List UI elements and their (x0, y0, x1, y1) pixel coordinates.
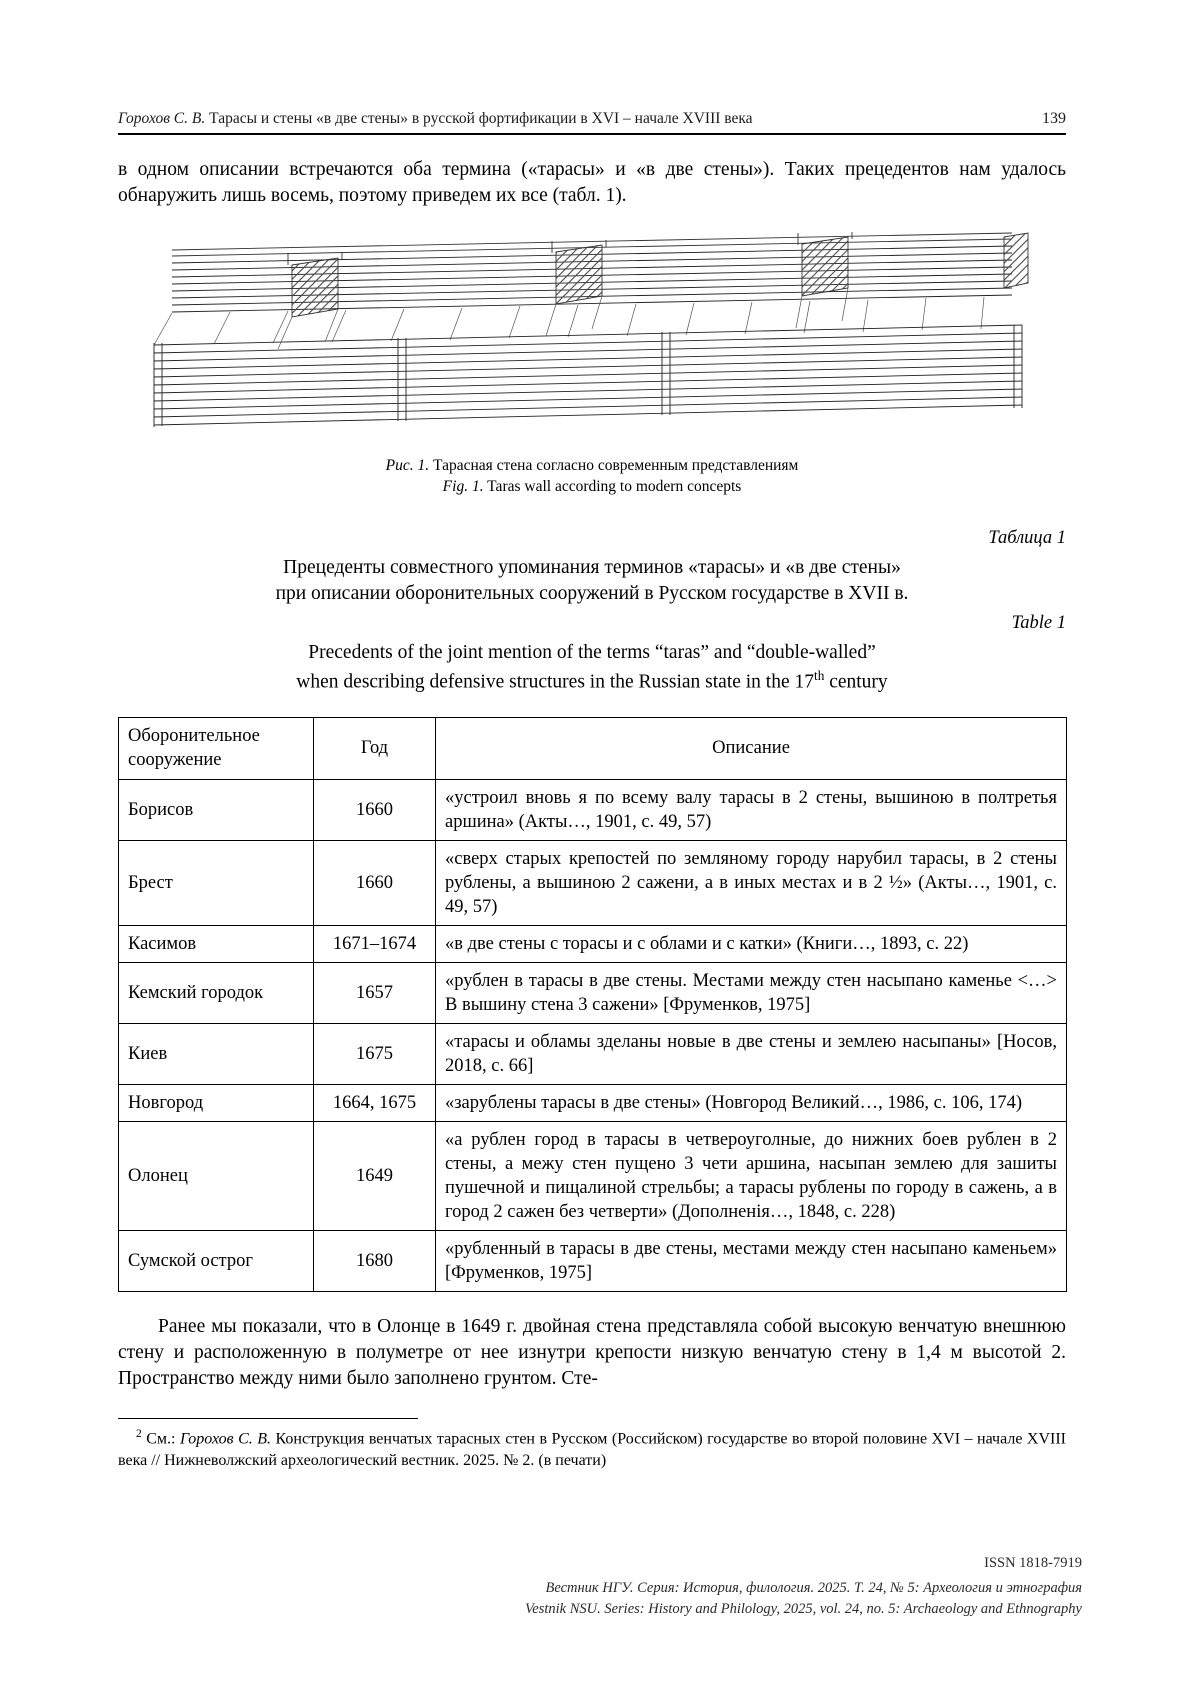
footnote-text-after: Конструкция венчатых тарасных стен в Русском (Российском) государстве во второй половине XVI – начале XVIII века // Нижневолжский археологический вестник. 2025. № 2. (в печати) (118, 1430, 1067, 1470)
page-number: 139 (1042, 110, 1066, 127)
figure-1 (118, 225, 1066, 498)
cell-year: 1664, 1675 (314, 1085, 436, 1122)
cell-year: 1660 (314, 779, 436, 840)
footnote-indent (118, 1430, 136, 1447)
cell-description: «тарасы и обламы зделаны новые в две стены и землею насыпаны» [Носов, 2018, с. 66] (436, 1023, 1067, 1084)
table-row (119, 779, 1067, 840)
running-head-title-rest: Тарасы и стены «в две стены» в русской фортификации в XVI – начале XVIII века (205, 110, 753, 127)
intro-paragraph: в одном описании встречаются оба термина («тарасы» и «в две стены»). Таких прецедентов нам удалось обнаружить лишь восемь, поэтому приведем их все (табл. 1). (118, 159, 1066, 206)
table-row (119, 1085, 1067, 1122)
cell-structure: Олонец (119, 1122, 314, 1231)
taras-wall-drawing (142, 225, 1042, 440)
journal-line-ru: Вестник НГУ. Серия: История, филология. 2025. Т. 24, № 5: Археология и этнография (545, 1580, 1082, 1597)
cell-structure: Кемский городок (119, 962, 314, 1023)
cell-description: «рубленный в тарасы в две стены, местами между стен насыпано каменьем» [Фруменков, 1975] (436, 1231, 1067, 1292)
figure-1-caption (118, 456, 1066, 498)
cell-structure: Киев (119, 1023, 314, 1084)
cell-structure: Борисов (119, 779, 314, 840)
table-title-en-line2-a: when describing defensive structures in the Russian state in the 17 (296, 671, 815, 693)
cell-description: «в две стены с торасы и с облами и с катки» (Книги…, 1893, с. 22) (436, 925, 1067, 962)
table-row (119, 962, 1067, 1023)
figure-1-label-en: Fig. 1. (442, 477, 484, 495)
figure-1-text-ru: Тарасная стена согласно современным представлениям (429, 456, 799, 474)
footnote-text-before: См.: (141, 1430, 181, 1448)
column-header-description: Описание (436, 718, 1067, 779)
cell-year: 1657 (314, 962, 436, 1023)
running-head-author: Горохов С. В. (118, 110, 206, 127)
footnote-author: Горохов С. В. (180, 1430, 272, 1448)
cell-description: «а рублен город в тарасы в четвероуголные, до нижних боев рублен в 2 стены, а межу стен пущено 3 чети аршина, насыпан землею для зашиты пушечной и пищалиной стрельбы; а тарасы рублены по городу в сажень, а в город 2 сажен без четверти» (Дополненія…, 1848, с. 228) (436, 1122, 1067, 1231)
table-row (119, 1231, 1067, 1292)
column-header-structure: Оборонительное сооружение (119, 718, 314, 779)
cell-year: 1660 (314, 840, 436, 925)
journal-line-en: Vestnik NSU. Series: History and Philology, 2025, vol. 24, no. 5: Archaeology and Ethnography (525, 1600, 1082, 1617)
figure-1-label-ru: Рис. 1. (385, 456, 430, 474)
cell-structure: Сумской острог (119, 1231, 314, 1292)
cell-year: 1680 (314, 1231, 436, 1292)
column-header-year: Год (314, 718, 436, 779)
issn: ISSN 1818-7919 (984, 1555, 1082, 1572)
table-title-en-line2-b: century (824, 671, 888, 693)
table-number-en: Table 1 (1011, 613, 1066, 634)
table-title-ru-line1: Прецеденты совместного упоминания терминов «тарасы» и «в две стены» (283, 556, 901, 578)
table-title-en-ordinal: th (814, 667, 825, 683)
footnote-divider (118, 1418, 418, 1419)
table-row (119, 1023, 1067, 1084)
table-title-ru-line2: при описании оборонительных сооружений в Русском государстве в XVII в. (275, 583, 909, 604)
after-table-paragraph: Ранее мы показали, что в Олонце в 1649 г. двойная стена представляла собой высокую венчатую внешнюю стену и расположенную в полуметре от нее изнутри крепости низкую венчатую стену в 1,4 м высотой 2. Пространство между ними было заполнено грунтом. Сте- (118, 1316, 1066, 1390)
table-number-ru: Таблица 1 (988, 527, 1066, 548)
table-row (119, 1122, 1067, 1231)
cell-description: «устроил вновь я по всему валу тарасы в 2 стены, вышиною в полтретья аршина» (Акты…, 1901, с. 49, 57) (436, 779, 1067, 840)
table-title-en-line1: Precedents of the joint mention of the terms “taras” and “double-walled” (308, 642, 876, 664)
table-row (119, 925, 1067, 962)
cell-year: 1675 (314, 1023, 436, 1084)
cell-year: 1649 (314, 1122, 436, 1231)
figure-1-text-en: Taras wall according to modern concepts (483, 477, 742, 495)
table-header-row (119, 718, 1067, 779)
page-footer (118, 1555, 1082, 1619)
precedents-table (118, 717, 1067, 1292)
footnote-marker: 2 (136, 1428, 142, 1441)
figure-1-image (142, 225, 1042, 440)
cell-structure: Брест (119, 840, 314, 925)
table-title-en-line2 (118, 667, 1066, 696)
table-title-ru (118, 555, 1066, 608)
running-head (118, 110, 1066, 135)
cell-year: 1671–1674 (314, 925, 436, 962)
footnote (118, 1427, 1066, 1472)
cell-structure: Новгород (119, 1085, 314, 1122)
table-title-en (118, 640, 1066, 695)
cell-description: «рублен в тарасы в две стены. Местами между стен насыпано каменье <…> В вышину стена 3 сажени» [Фруменков, 1975] (436, 962, 1067, 1023)
table-row (119, 840, 1067, 925)
cell-description: «сверх старых крепостей по земляному городу нарубил тарасы, в 2 стены рублены, а вышиною 2 сажени, а в иных местах и в 2 ½» (Акты…, 1901, с. 49, 57) (436, 840, 1067, 925)
page-content (118, 110, 1066, 1472)
cell-structure: Касимов (119, 925, 314, 962)
cell-description: «зарублены тарасы в две стены» (Новгород Великий…, 1986, с. 106, 174) (436, 1085, 1067, 1122)
running-head-title (118, 110, 753, 128)
